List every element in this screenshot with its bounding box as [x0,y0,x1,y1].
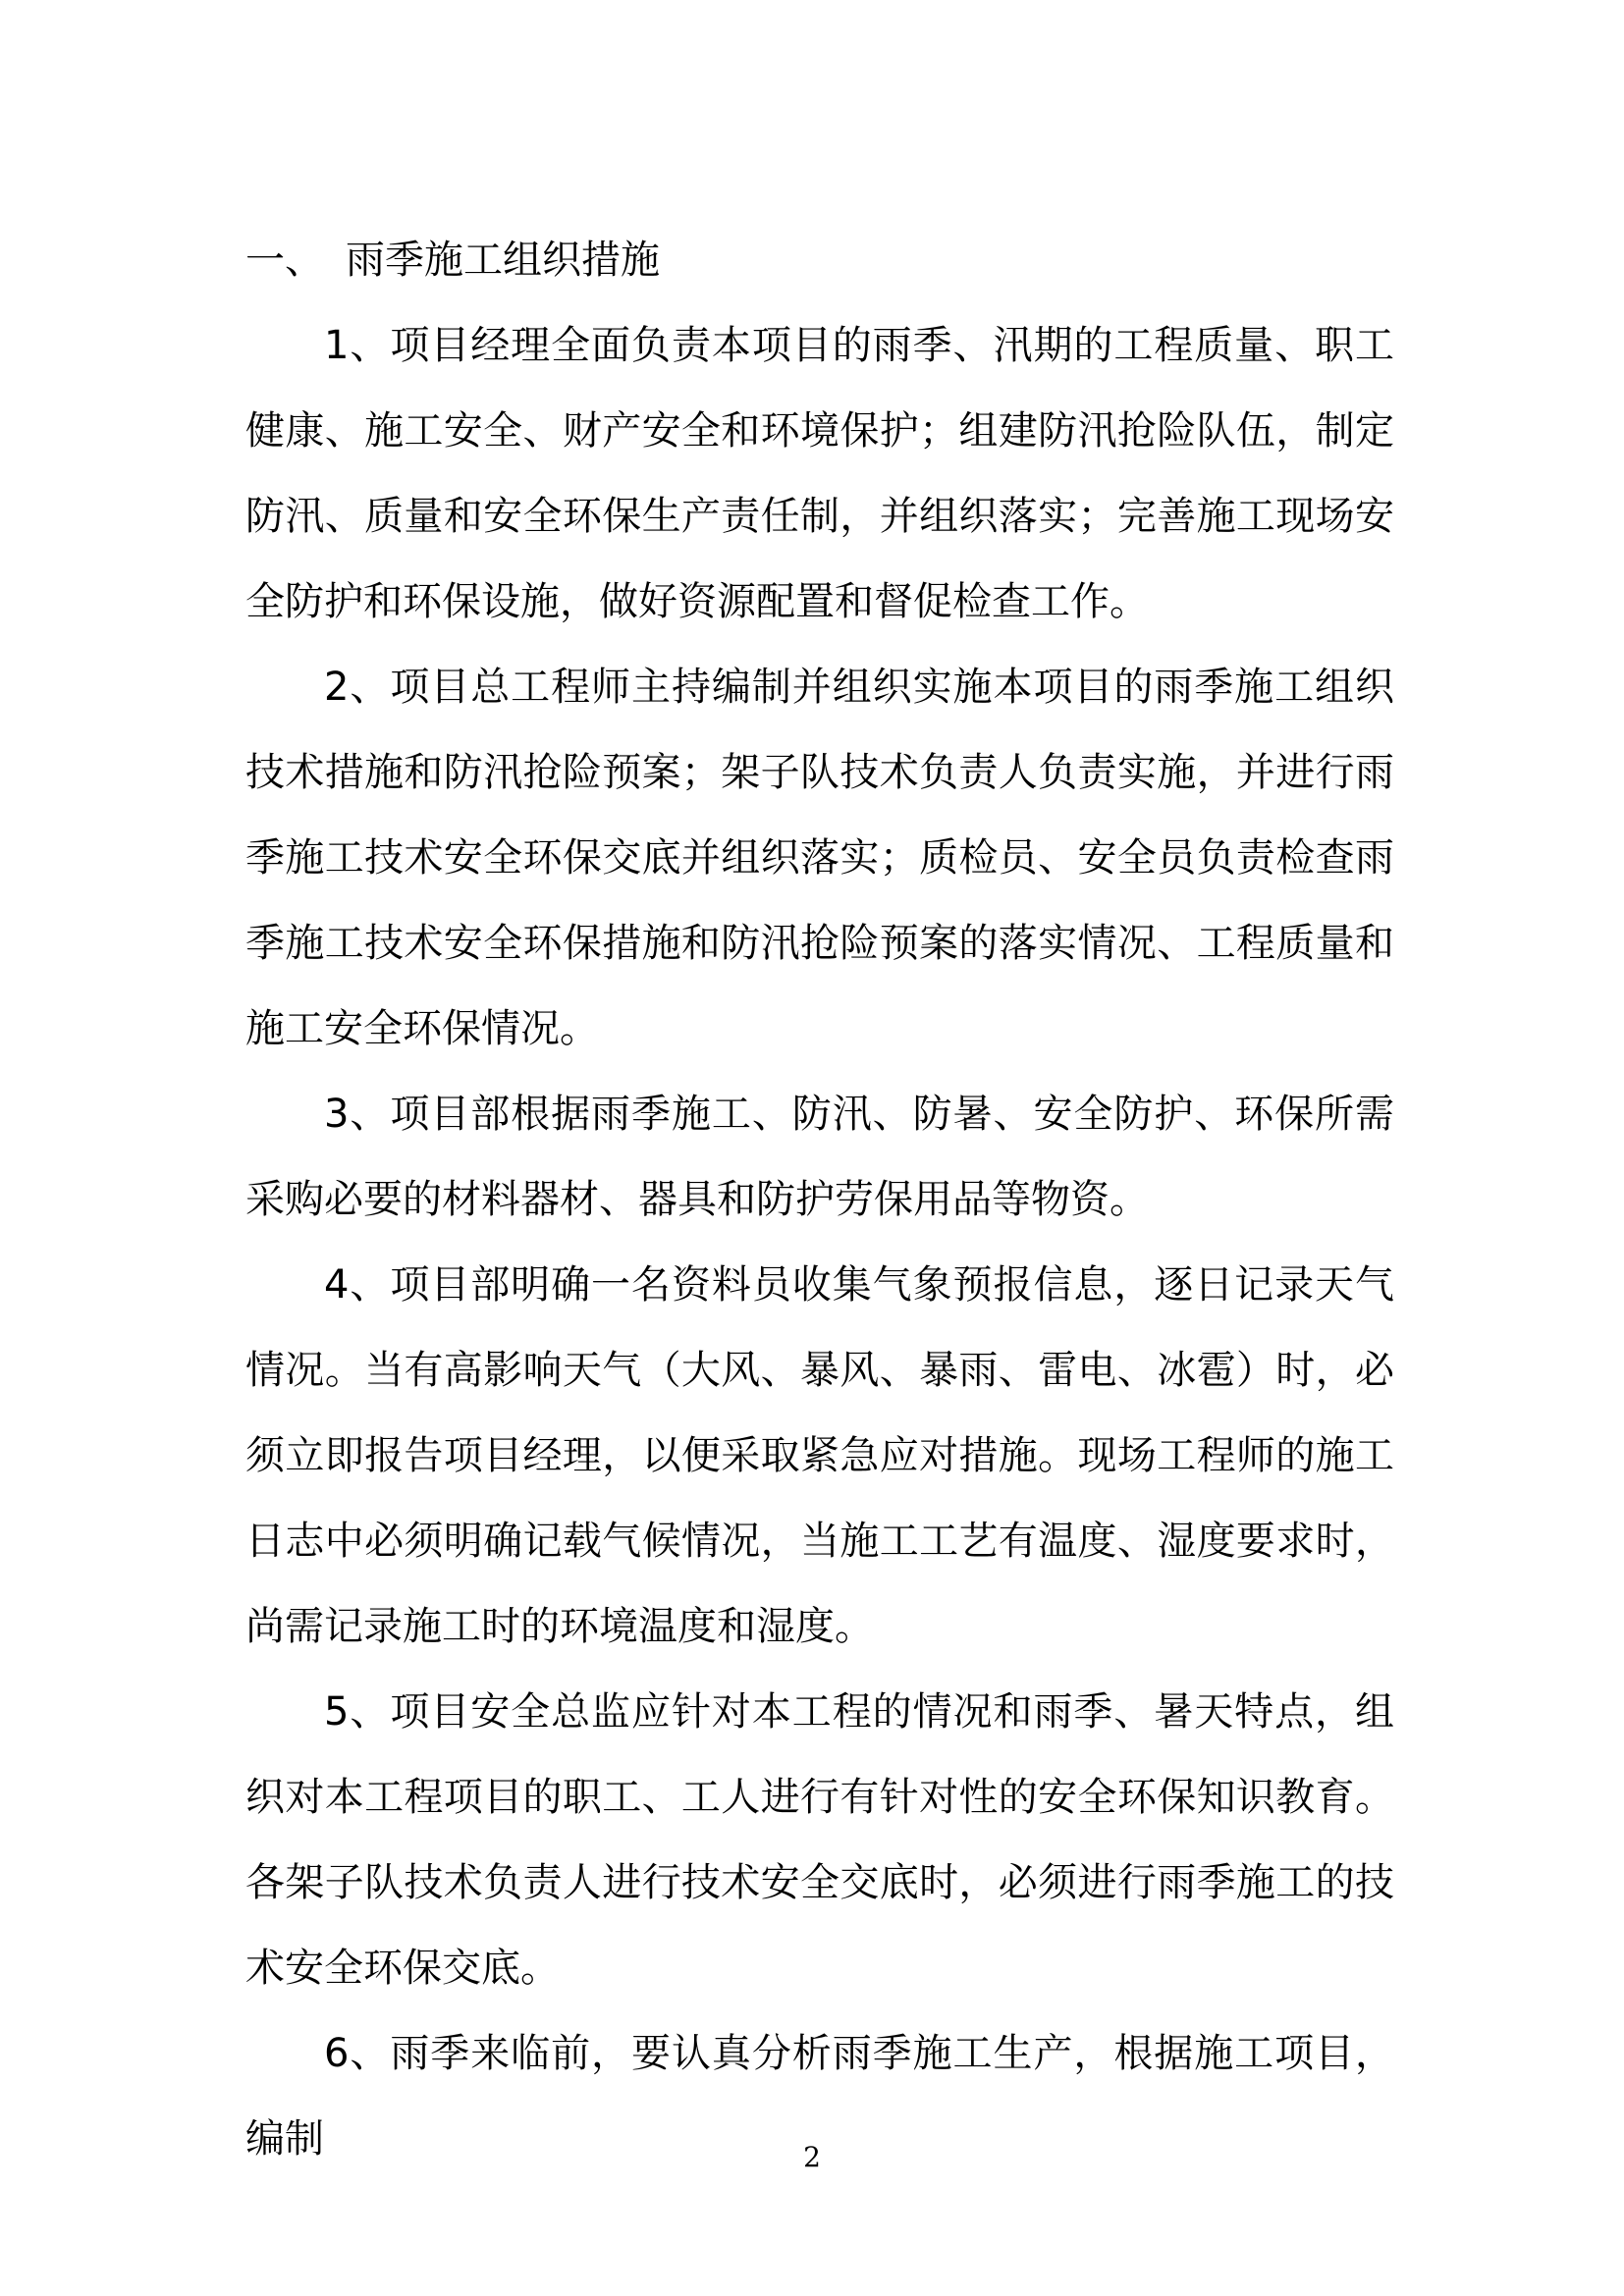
paragraph-1: 1、项目经理全面负责本项目的雨季、汛期的工程质量、职工健康、施工安全、财产安全和环境保护；组建防汛抢险队伍，制定防汛、质量和安全环保生产责任制，并组织落实；完善施工现场安全防护和环保设施，做好资源配置和督促检查工作。 [245,323,1394,624]
section-title: 雨季施工组织措施 [346,238,660,283]
section-number: 一、 [245,238,324,283]
paragraph-3: 3、项目部根据雨季施工、防汛、防暑、安全防护、环保所需采购必要的材料器材、器具和防护劳保用品等物资。 [245,1092,1394,1222]
page-number: 2 [803,2141,821,2173]
section-heading [245,218,1394,303]
paragraph-5: 5、项目安全总监应针对本工程的情况和雨季、暑天特点，组织对本工程项目的职工、工人进行有针对性的安全环保知识教育。各架子队技术负责人进行技术安全交底时，必须进行雨季施工的技术安全环保交底。 [245,1689,1394,1991]
document-body [245,218,1394,2182]
paragraph-4: 4、项目部明确一名资料员收集气象预报信息，逐日记录天气情况。当有高影响天气（大风、暴风、暴雨、雷电、冰雹）时，必须立即报告项目经理，以便采取紧急应对措施。现场工程师的施工日志中必须明确记载气候情况，当施工工艺有温度、湿度要求时，尚需记录施工时的环境温度和湿度。 [245,1262,1394,1649]
paragraph-2: 2、项目总工程师主持编制并组织实施本项目的雨季施工组织技术措施和防汛抢险预案；架子队技术负责人负责实施，并进行雨季施工技术安全环保交底并组织落实；质检员、安全员负责检查雨季施工技术安全环保措施和防汛抢险预案的落实情况、工程质量和施工安全环保情况。 [245,665,1394,1051]
paragraph-6: 6、雨季来临前，要认真分析雨季施工生产，根据施工项目，编制 [245,2031,1394,2162]
